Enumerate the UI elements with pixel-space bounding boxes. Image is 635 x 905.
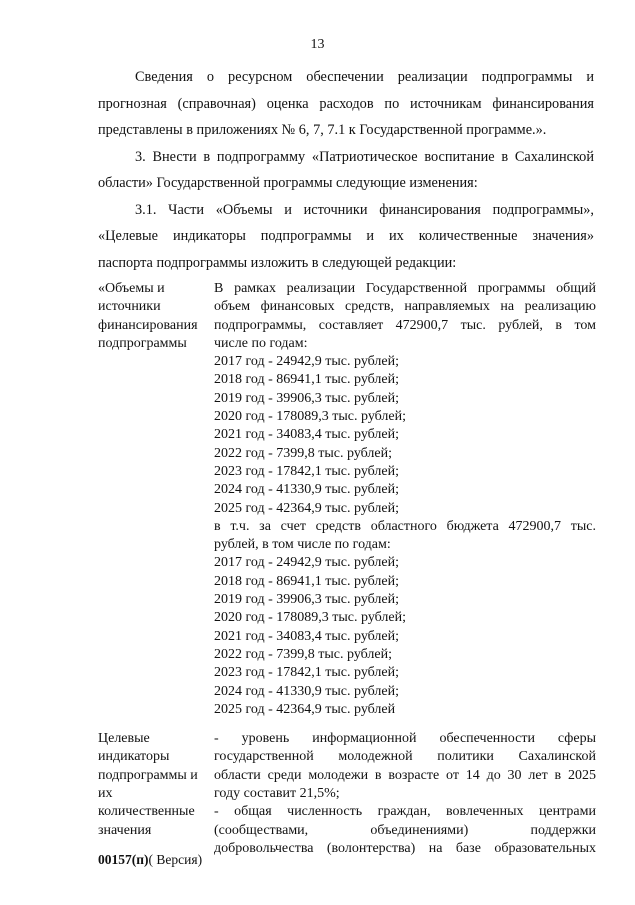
value-line: 2020 год - 178089,3 тыс. рублей; — [214, 409, 407, 425]
value-line: добровольчества (волонтерства) на базе образовательных — [214, 840, 596, 856]
document-version: ( Версия) — [148, 852, 203, 867]
row-value — [214, 730, 596, 858]
text-line: 3.1. Части «Объемы и источники финансирования подпрограммы», — [135, 201, 594, 218]
value-line: - общая численность граждан, вовлеченных центрами — [214, 804, 596, 820]
value-line: 2025 год - 42364,9 тыс. рублей; — [214, 500, 400, 516]
document-code: 00157(п) — [98, 852, 149, 867]
row-label — [98, 730, 214, 858]
value-line: 2017 год - 24942,9 тыс. рублей; — [214, 555, 400, 571]
text-line: паспорта подпрограммы изложить в следующей редакции: — [98, 254, 457, 271]
value-line: 2021 год - 34083,4 тыс. рублей; — [214, 628, 400, 644]
value-line: 2021 год - 34083,4 тыс. рублей; — [214, 427, 400, 443]
text-line: «Целевые индикаторы подпрограммы и их количественные значения» — [98, 228, 594, 244]
label-line: подпрограммы — [98, 335, 187, 351]
value-line: 2024 год - 41330,9 тыс. рублей; — [214, 482, 400, 498]
text-line: представлены в приложениях № 6, 7, 7.1 к Государственной программе.». — [98, 122, 547, 138]
value-line: - уровень информационной обеспеченности сферы — [214, 731, 596, 747]
table-row-indicators — [98, 730, 596, 858]
value-line: 2017 год - 24942,9 тыс. рублей; — [214, 354, 400, 370]
value-line: числе по годам: — [214, 335, 308, 351]
value-line: в т.ч. за счет средств областного бюджета 472900,7 тыс. — [214, 518, 596, 534]
value-line: подпрограммы, составляет 472900,7 тыс. рублей, в том — [214, 317, 596, 333]
value-line: В рамках реализации Государственной программы общий — [214, 281, 596, 296]
label-line: Целевые — [98, 731, 150, 747]
table-row-financing — [98, 280, 596, 719]
value-line: государственной молодежной политики Сахалинской — [214, 749, 596, 765]
label-line: источники — [98, 299, 161, 315]
value-line: 2019 год - 39906,3 тыс. рублей; — [214, 390, 400, 406]
intro-text — [98, 64, 594, 276]
value-line: 2018 год - 86941,1 тыс. рублей; — [214, 372, 400, 388]
document-footer — [98, 852, 202, 868]
text-line: прогнозная (справочная) оценка расходов по источникам финансирования — [98, 95, 594, 112]
value-line: объем финансовых средств, направляемых на реализацию — [214, 299, 596, 315]
text-line: Сведения о ресурсном обеспечении реализации подпрограммы и — [135, 69, 594, 85]
text-line: области» Государственной программы следующие изменения: — [98, 175, 478, 191]
label-line: подпрограммы и — [98, 767, 198, 783]
value-line: 2022 год - 7399,8 тыс. рублей; — [214, 445, 393, 461]
value-line: 2025 год - 42364,9 тыс. рублей — [214, 701, 396, 717]
value-line: 2020 год - 178089,3 тыс. рублей; — [214, 610, 407, 626]
row-value — [214, 280, 596, 719]
label-line: финансирования — [98, 317, 198, 333]
value-line: области среди молодежи в возрасте от 14 до 30 лет в 2025 — [214, 767, 596, 783]
value-line: 2024 год - 41330,9 тыс. рублей; — [214, 683, 400, 699]
value-line: рублей, в том числе по годам: — [214, 537, 391, 553]
row-label — [98, 280, 214, 719]
text-line: 3. Внести в подпрограмму «Патриотическое воспитание в Сахалинской — [135, 148, 594, 165]
label-line: «Объемы и — [98, 281, 165, 296]
value-line: 2023 год - 17842,1 тыс. рублей; — [214, 665, 400, 681]
value-line: 2022 год - 7399,8 тыс. рублей; — [214, 646, 393, 662]
value-line: 2018 год - 86941,1 тыс. рублей; — [214, 573, 400, 589]
value-line: 2019 год - 39906,3 тыс. рублей; — [214, 592, 400, 608]
value-line: (сообществами, объединениями) поддержки — [214, 822, 596, 838]
label-line: значения — [98, 822, 152, 838]
label-line: количественные — [98, 804, 195, 820]
label-line: их — [98, 786, 113, 802]
value-line: году составит 21,5%; — [214, 786, 340, 802]
value-line: 2023 год - 17842,1 тыс. рублей; — [214, 463, 400, 479]
label-line: индикаторы — [98, 749, 170, 765]
page-number: 13 — [310, 37, 325, 52]
passport-table — [98, 280, 596, 858]
